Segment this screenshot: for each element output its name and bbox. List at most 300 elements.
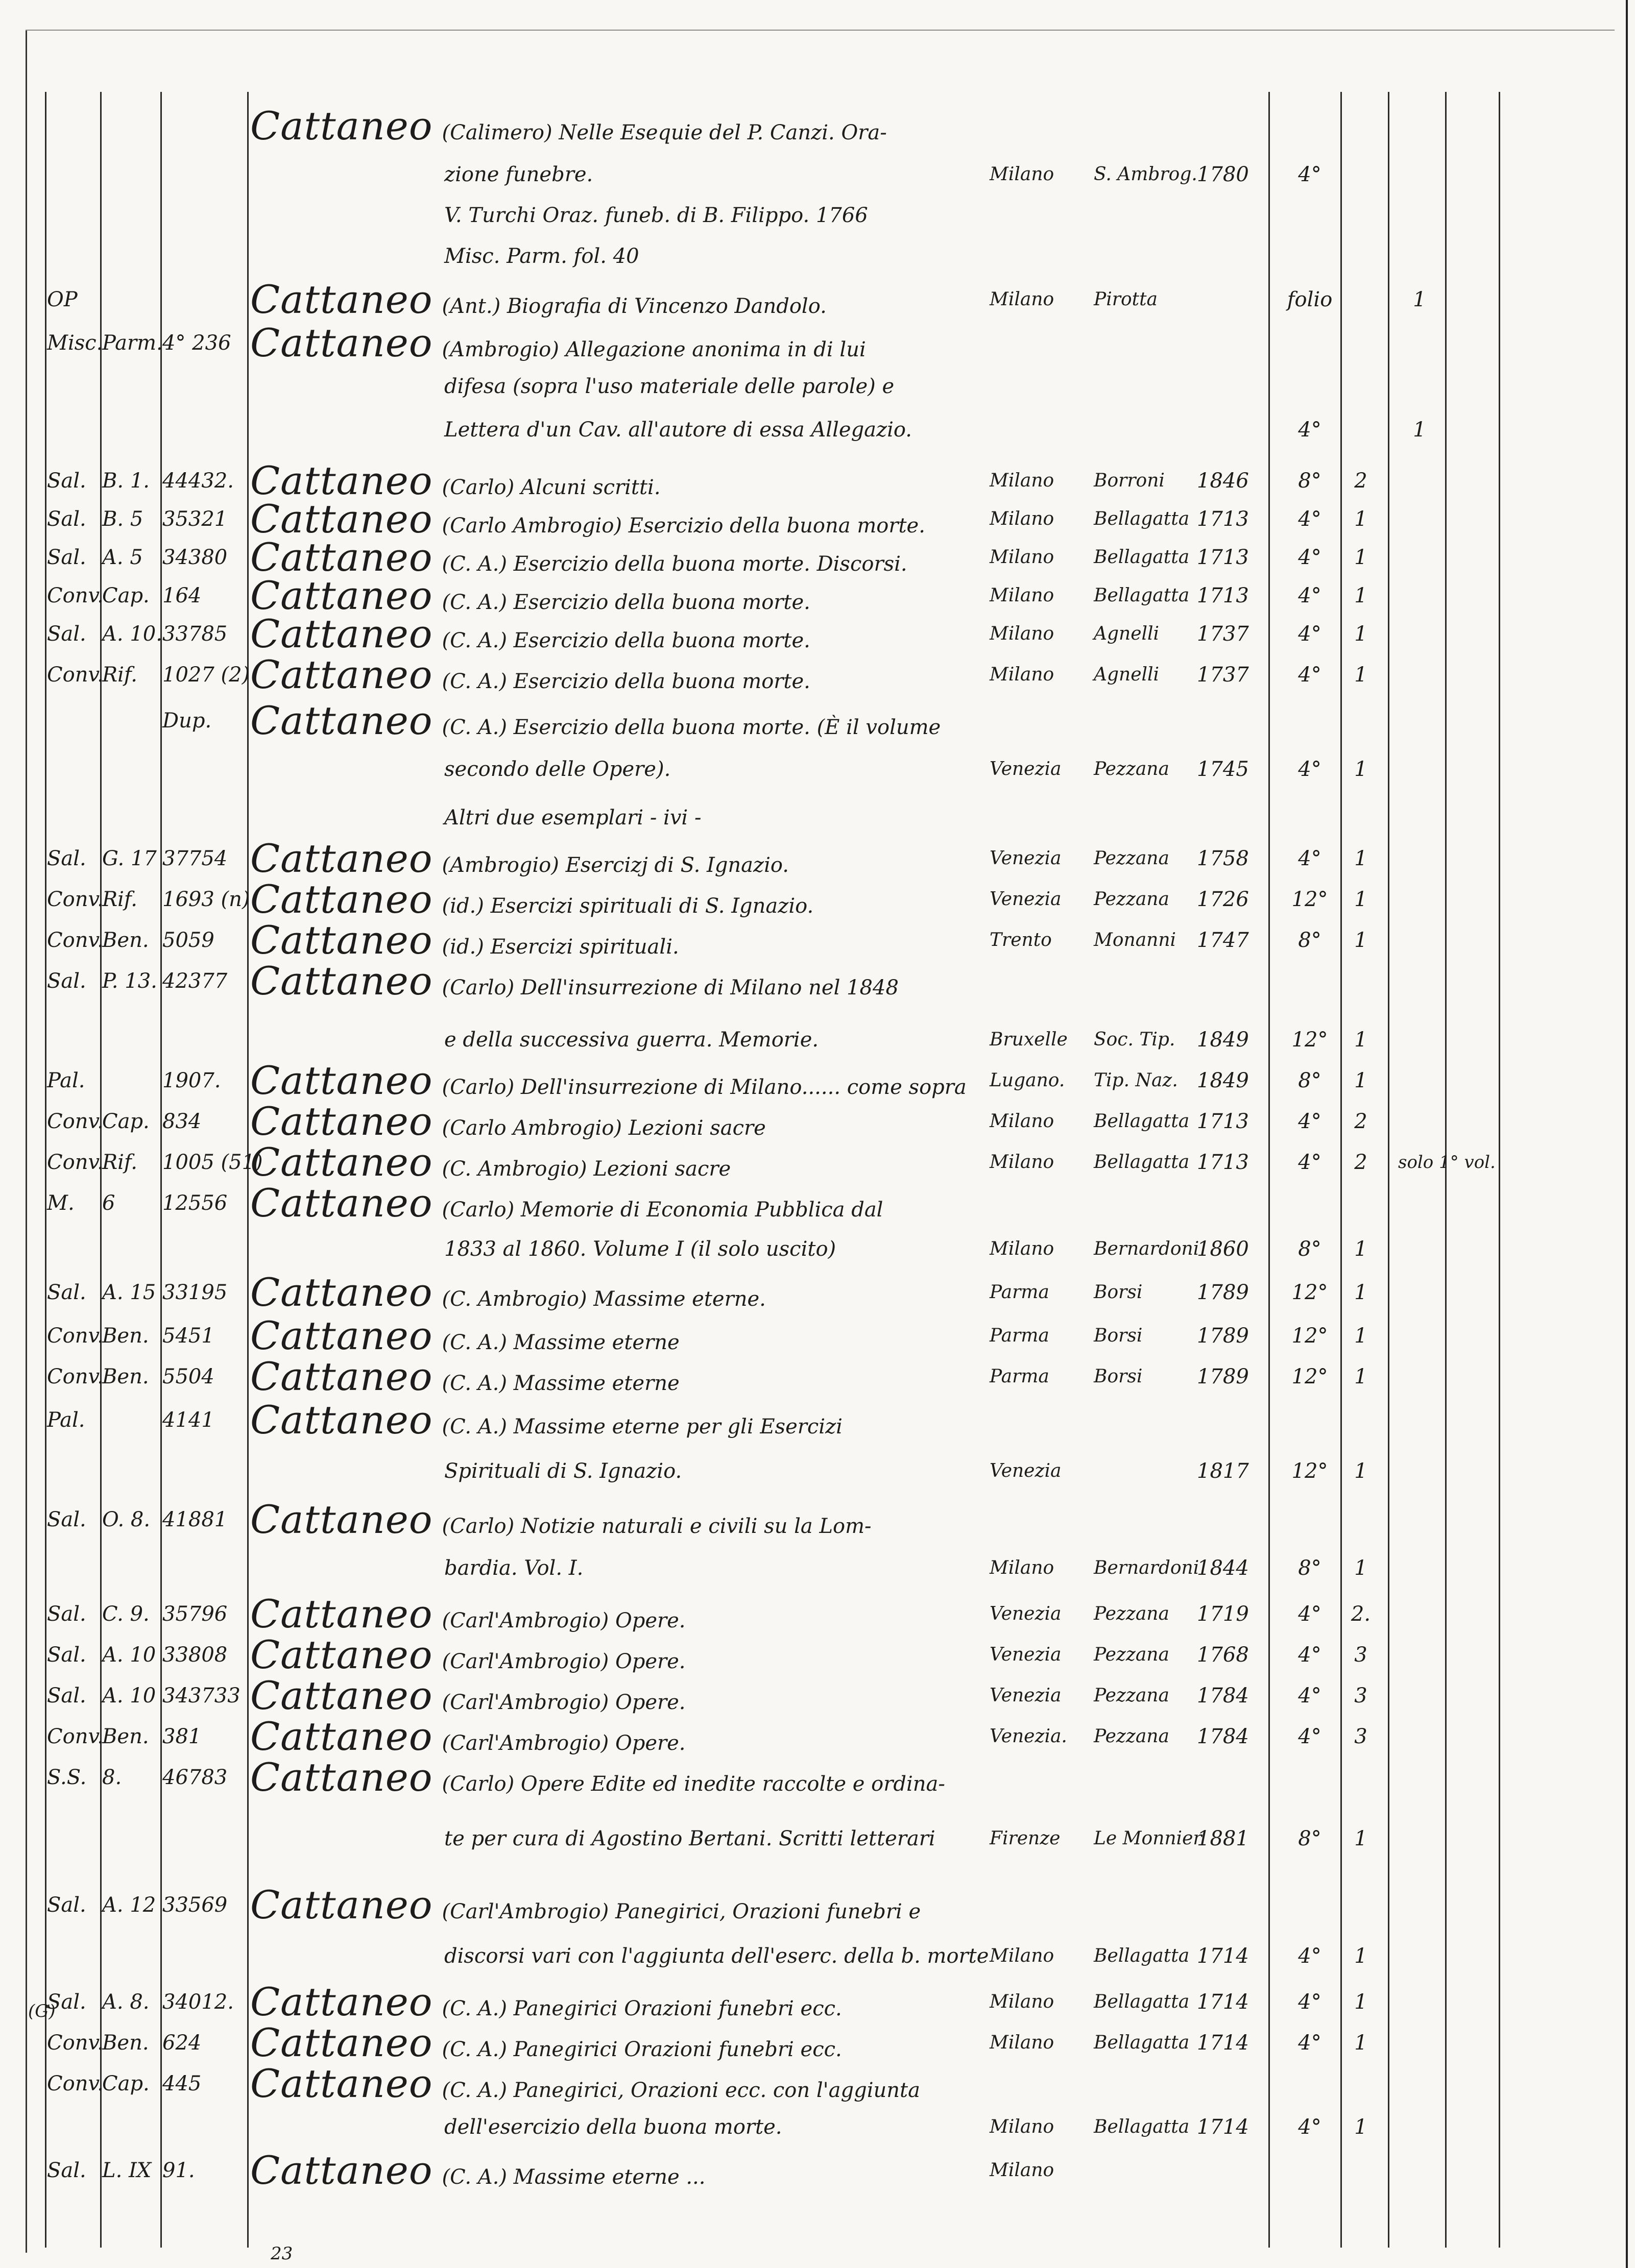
place-of-publication xyxy=(990,408,1092,451)
ledger-row xyxy=(0,235,1635,278)
publisher: Pezzana xyxy=(1094,848,1169,869)
author-name: Cattaneo xyxy=(250,611,433,656)
format: folio xyxy=(1287,288,1333,311)
shelf-mark: Ben. xyxy=(102,929,149,952)
entry-text xyxy=(444,1547,996,1590)
volume-count xyxy=(1343,408,1379,451)
inventory-number: 35321 xyxy=(162,507,228,531)
publisher xyxy=(1094,1884,1196,1926)
volume-count: 1 xyxy=(1354,1281,1367,1304)
volume-count: 1 xyxy=(1354,622,1367,646)
shelf-mark: Ben. xyxy=(102,2031,149,2055)
publisher: Bellagatta xyxy=(1094,1152,1190,1173)
format: 4° xyxy=(1298,1602,1321,1626)
volume-count: 1 xyxy=(1354,1365,1367,1388)
collection-code: Sal. xyxy=(47,969,86,993)
year xyxy=(1197,278,1268,321)
shelf-mark: Parm. xyxy=(102,331,163,355)
author-name: Cattaneo xyxy=(250,1497,433,1542)
author-name: Cattaneo xyxy=(250,1099,433,1144)
place-of-publication xyxy=(990,365,1092,408)
format: 8° xyxy=(1298,1237,1321,1261)
ledger-row xyxy=(0,1674,1635,1717)
year: 1714 xyxy=(1197,1990,1249,2014)
place-of-publication xyxy=(990,1182,1092,1225)
place-of-publication: Milano xyxy=(990,585,1054,606)
title-text: Spirituali di S. Ignazio. xyxy=(444,1459,682,1483)
inventory-number: 46783 xyxy=(162,1766,228,1789)
entry-text xyxy=(250,1884,991,1926)
publisher xyxy=(1094,194,1196,237)
publisher xyxy=(1094,365,1196,408)
entry-text xyxy=(250,1633,991,1676)
collection-code: Sal. xyxy=(47,1508,86,1531)
volume-count: 1 xyxy=(1354,2115,1367,2139)
place-of-publication: Milano xyxy=(990,1557,1054,1578)
inventory-number xyxy=(162,1935,249,1978)
place-of-publication: Milano xyxy=(990,289,1054,310)
title-text: (C. A.) Massime eterne xyxy=(442,1372,680,1395)
entry-text xyxy=(250,2062,991,2105)
author-name: Cattaneo xyxy=(250,573,433,618)
format xyxy=(1279,1182,1340,1225)
ledger-row xyxy=(0,2106,1635,2149)
collection-code xyxy=(47,194,98,237)
place-of-publication xyxy=(990,105,1092,148)
place-of-publication: Milano xyxy=(990,2032,1054,2053)
place-of-publication xyxy=(990,960,1092,1003)
place-of-publication: Milano xyxy=(990,1152,1054,1173)
entry-text xyxy=(250,699,991,742)
inventory-number xyxy=(162,1228,249,1271)
format: 4° xyxy=(1298,584,1321,607)
publisher: Pirotta xyxy=(1094,289,1158,310)
collection-code xyxy=(47,699,98,742)
place-of-publication: Milano xyxy=(990,1111,1054,1132)
volume-count: 1 xyxy=(1354,1556,1367,1580)
volume-count: 2 xyxy=(1354,469,1367,493)
inventory-number xyxy=(162,1547,249,1590)
shelf-mark: B. 5 xyxy=(102,507,143,531)
place-of-publication: Venezia xyxy=(990,759,1062,779)
year xyxy=(1197,1498,1268,1541)
place-of-publication: Parma xyxy=(990,1325,1049,1346)
entry-text xyxy=(250,1100,991,1143)
entry-text xyxy=(250,1674,991,1717)
format: 4° xyxy=(1298,847,1321,870)
title-text: (Calimero) Nelle Esequie del P. Canzi. Ora- xyxy=(442,121,887,144)
ledger-row xyxy=(0,919,1635,962)
ledger-row xyxy=(0,1715,1635,1758)
ledger-row xyxy=(0,2021,1635,2064)
publisher: Agnelli xyxy=(1094,623,1160,644)
year: 1768 xyxy=(1197,1643,1249,1667)
ledger-row xyxy=(0,459,1635,502)
publisher xyxy=(1094,1756,1196,1799)
volume-count: 2 xyxy=(1354,1110,1367,1133)
inventory-number xyxy=(162,1018,249,1061)
entry-text xyxy=(250,1182,991,1225)
shelf-mark: Cap. xyxy=(102,2072,150,2095)
entry-text xyxy=(250,1981,991,2023)
publisher xyxy=(1094,1498,1196,1541)
format: 12° xyxy=(1291,888,1328,911)
title-text: (C. Ambrogio) Massime eterne. xyxy=(442,1287,766,1311)
place-of-publication: Bruxelle xyxy=(990,1029,1068,1050)
ledger-row xyxy=(0,194,1635,237)
entry-text xyxy=(250,1355,991,1398)
entry-text xyxy=(444,365,996,408)
ledger-row xyxy=(0,1399,1635,1442)
format: 8° xyxy=(1298,1556,1321,1580)
title-text: V. Turchi Oraz. funeb. di B. Filippo. 1766 xyxy=(444,204,868,227)
publisher: Borsi xyxy=(1094,1366,1143,1387)
shelf-mark: Rif. xyxy=(102,663,138,687)
ledger-row xyxy=(0,1182,1635,1225)
shelf-mark xyxy=(102,1817,158,1860)
shelf-mark xyxy=(102,235,158,278)
format xyxy=(1279,2149,1340,2192)
format: 12° xyxy=(1291,1324,1328,1348)
shelf-mark: L. IX xyxy=(102,2159,152,2182)
ledger-row xyxy=(0,365,1635,408)
collection-code: Misc. xyxy=(47,331,103,355)
title-text: (C. A.) Esercizio della buona morte. (È il volume xyxy=(442,716,941,739)
format: 4° xyxy=(1298,2115,1321,2139)
title-text: Lettera d'un Cav. all'autore di essa Allegazio. xyxy=(444,418,912,442)
author-name: Cattaneo xyxy=(250,1058,433,1103)
collection-code xyxy=(47,2106,98,2149)
collection-code: Sal. xyxy=(47,507,86,531)
format xyxy=(1279,2062,1340,2105)
publisher: Pezzana xyxy=(1094,1603,1169,1624)
author-name: Cattaneo xyxy=(250,698,433,743)
format: 8° xyxy=(1298,1069,1321,1092)
entry-text xyxy=(444,408,996,451)
inventory-number: 12556 xyxy=(162,1191,228,1215)
format: 4° xyxy=(1298,663,1321,687)
title-text: (Ant.) Biografia di Vincenzo Dandolo. xyxy=(442,295,827,318)
collection-code xyxy=(47,796,98,839)
publisher: Bellagatta xyxy=(1094,547,1190,568)
place-of-publication: Venezia xyxy=(990,889,1062,910)
inventory-number: 37754 xyxy=(162,847,228,870)
author-name: Cattaneo xyxy=(250,103,433,149)
year: 1719 xyxy=(1197,1602,1249,1626)
title-text: (Carlo) Dell'insurrezione di Milano nel 1848 xyxy=(442,976,899,999)
ledger-row xyxy=(0,1817,1635,1860)
ledger-row xyxy=(0,153,1635,196)
place-of-publication: Firenze xyxy=(990,1828,1061,1849)
collection-code: Conv. xyxy=(47,888,104,911)
extra-count: 1 xyxy=(1413,418,1426,442)
format: 4° xyxy=(1298,1990,1321,2014)
title-text: (id.) Esercizi spirituali. xyxy=(442,935,679,959)
entry-text xyxy=(250,2149,991,2192)
inventory-number xyxy=(162,748,249,791)
volume-count: 2. xyxy=(1351,1602,1371,1626)
title-text: Misc. Parm. fol. 40 xyxy=(444,245,639,268)
shelf-mark xyxy=(102,365,158,408)
ledger-row xyxy=(0,408,1635,451)
shelf-mark xyxy=(102,1935,158,1978)
place-of-publication xyxy=(990,1884,1092,1926)
year xyxy=(1197,322,1268,364)
author-name: Cattaneo xyxy=(250,320,433,365)
collection-code xyxy=(47,235,98,278)
publisher: Pezzana xyxy=(1094,1644,1169,1665)
volume-count xyxy=(1343,796,1379,839)
entry-text xyxy=(250,1271,991,1314)
inventory-number xyxy=(162,278,249,321)
inventory-number: 1693 (n) xyxy=(162,888,250,911)
place-of-publication xyxy=(990,194,1092,237)
year: 1714 xyxy=(1197,2031,1249,2055)
collection-code: Conv. xyxy=(47,1151,104,1174)
place-of-publication xyxy=(990,1756,1092,1799)
publisher: Le Monnier xyxy=(1094,1828,1202,1849)
publisher: Borsi xyxy=(1094,1325,1143,1346)
volume-count: 1 xyxy=(1354,2031,1367,2055)
format: 4° xyxy=(1298,1151,1321,1174)
ledger-row xyxy=(0,1100,1635,1143)
publisher: Bernardoni xyxy=(1094,1557,1199,1578)
volume-count: 1 xyxy=(1354,1944,1367,1968)
collection-code: M. xyxy=(47,1191,75,1215)
inventory-number: 4° 236 xyxy=(162,331,231,355)
ledger-row xyxy=(0,1633,1635,1676)
place-of-publication: Milano xyxy=(990,664,1054,685)
title-text: (C. A.) Esercizio della buona morte. xyxy=(442,670,810,693)
volume-count: 1 xyxy=(1354,1069,1367,1092)
inventory-number: 624 xyxy=(162,2031,202,2055)
year: 1789 xyxy=(1197,1281,1249,1304)
collection-code xyxy=(47,748,98,791)
shelf-mark: Ben. xyxy=(102,1365,149,1388)
title-text: (C. A.) Panegirici, Orazioni ecc. con l'aggiunta xyxy=(442,2079,920,2102)
author-name: Cattaneo xyxy=(250,958,433,1004)
extra-count: 1 xyxy=(1413,288,1426,311)
year xyxy=(1197,105,1268,148)
format xyxy=(1279,194,1340,237)
year xyxy=(1197,235,1268,278)
title-text: secondo delle Opere). xyxy=(444,758,671,781)
shelf-mark: Ben. xyxy=(102,1725,149,1748)
entry-text xyxy=(250,919,991,962)
inventory-number: 5451 xyxy=(162,1324,214,1348)
shelf-mark: A. 5 xyxy=(102,546,143,569)
volume-count xyxy=(1343,1498,1379,1541)
ledger-row xyxy=(0,837,1635,880)
volume-count xyxy=(1343,235,1379,278)
inventory-number: 33785 xyxy=(162,622,228,646)
year xyxy=(1197,1884,1268,1926)
title-text: (Carl'Ambrogio) Opere. xyxy=(442,1650,686,1673)
year: 1713 xyxy=(1197,1110,1249,1133)
place-of-publication: Lugano. xyxy=(990,1070,1065,1091)
year: 1784 xyxy=(1197,1684,1249,1708)
title-text: Altri due esemplari - ivi - xyxy=(444,806,702,830)
inventory-number: 445 xyxy=(162,2072,202,2095)
title-text: (C. A.) Panegirici Orazioni funebri ecc. xyxy=(442,1997,842,2020)
format: 12° xyxy=(1291,1365,1328,1388)
author-name: Cattaneo xyxy=(250,1754,433,1800)
author-name: Cattaneo xyxy=(250,1673,433,1718)
page-top-edge xyxy=(26,30,1615,31)
inventory-number: 164 xyxy=(162,584,202,607)
publisher: S. Ambrog. xyxy=(1094,164,1197,185)
place-of-publication: Milano xyxy=(990,547,1054,568)
format xyxy=(1279,322,1340,364)
format xyxy=(1279,235,1340,278)
ledger-row xyxy=(0,960,1635,1003)
author-name: Cattaneo xyxy=(250,1139,433,1185)
title-text: (Carl'Ambrogio) Opere. xyxy=(442,1691,686,1714)
author-name: Cattaneo xyxy=(250,458,433,503)
format xyxy=(1279,796,1340,839)
volume-count: 1 xyxy=(1354,888,1367,911)
year: 1726 xyxy=(1197,888,1249,911)
ledger-row xyxy=(0,536,1635,579)
publisher: Borsi xyxy=(1094,1282,1143,1303)
entry-text xyxy=(250,1498,991,1541)
author-name: Cattaneo xyxy=(250,876,433,922)
volume-count xyxy=(1343,105,1379,148)
shelf-mark: Rif. xyxy=(102,888,138,911)
volume-count: 1 xyxy=(1354,1459,1367,1483)
year xyxy=(1197,1399,1268,1442)
volume-count: 1 xyxy=(1354,847,1367,870)
entry-text xyxy=(444,1450,996,1493)
year: 1849 xyxy=(1197,1028,1249,1052)
entry-text xyxy=(250,1059,991,1102)
entry-text xyxy=(444,194,996,237)
title-text: 1833 al 1860. Volume I (il solo uscito) xyxy=(444,1237,836,1261)
entry-text xyxy=(444,153,996,196)
author-name: Cattaneo xyxy=(250,1313,433,1358)
inventory-number: Dup. xyxy=(162,709,212,733)
ledger-row xyxy=(0,1271,1635,1314)
year xyxy=(1197,2149,1268,2192)
volume-count xyxy=(1343,1399,1379,1442)
format: 12° xyxy=(1291,1459,1328,1483)
shelf-mark xyxy=(102,1450,158,1493)
publisher: Bellagatta xyxy=(1094,585,1190,606)
inventory-number: 41881 xyxy=(162,1508,228,1531)
year: 1714 xyxy=(1197,1944,1249,1968)
place-of-publication: Venezia. xyxy=(990,1726,1067,1747)
format: 4° xyxy=(1298,622,1321,646)
inventory-number: 381 xyxy=(162,1725,202,1748)
place-of-publication: Milano xyxy=(990,164,1054,185)
volume-count: 1 xyxy=(1354,584,1367,607)
place-of-publication xyxy=(990,699,1092,742)
volume-count xyxy=(1343,153,1379,196)
publisher: Bellagatta xyxy=(1094,508,1190,529)
publisher xyxy=(1094,322,1196,364)
inventory-number: 1005 (51) xyxy=(162,1151,263,1174)
title-text: (Carlo Ambrogio) Lezioni sacre xyxy=(442,1116,766,1140)
ledger-row xyxy=(0,574,1635,617)
ledger-row xyxy=(0,748,1635,791)
collection-code: Sal. xyxy=(47,1602,86,1626)
year: 1747 xyxy=(1197,929,1249,952)
inventory-number xyxy=(162,2106,249,2149)
inventory-number: 35796 xyxy=(162,1602,228,1626)
title-text: (Carlo) Opere Edite ed inedite raccolte e ordina- xyxy=(442,1772,945,1796)
volume-count xyxy=(1343,278,1379,321)
ledger-row xyxy=(0,2062,1635,2105)
entry-text xyxy=(250,1593,991,1636)
volume-count: 1 xyxy=(1354,1827,1367,1850)
year: 1860 xyxy=(1197,1237,1249,1261)
shelf-mark xyxy=(102,194,158,237)
year: 1844 xyxy=(1197,1556,1249,1580)
format xyxy=(1279,365,1340,408)
shelf-mark: Cap. xyxy=(102,1110,150,1133)
place-of-publication: Venezia xyxy=(990,1460,1062,1481)
volume-count: 3 xyxy=(1354,1643,1367,1667)
collection-code: Sal. xyxy=(47,1643,86,1667)
publisher: Pezzana xyxy=(1094,759,1169,779)
publisher xyxy=(1094,2062,1196,2105)
year xyxy=(1197,960,1268,1003)
format: 4° xyxy=(1298,546,1321,569)
year: 1737 xyxy=(1197,622,1249,646)
collection-code: Conv. xyxy=(47,1110,104,1133)
volume-count xyxy=(1343,194,1379,237)
inventory-number xyxy=(162,1450,249,1493)
format: 12° xyxy=(1291,1281,1328,1304)
year: 1713 xyxy=(1197,1151,1249,1174)
entry-text xyxy=(444,235,996,278)
place-of-publication: Milano xyxy=(990,508,1054,529)
inventory-number: 4141 xyxy=(162,1408,214,1432)
shelf-mark: C. 9. xyxy=(102,1602,150,1626)
publisher: Bellagatta xyxy=(1094,2032,1190,2053)
shelf-mark: Ben. xyxy=(102,1324,149,1348)
entry-text xyxy=(250,1715,991,1758)
note: solo 1° vol. xyxy=(1398,1152,1496,1173)
publisher xyxy=(1094,1450,1196,1493)
inventory-number: 33808 xyxy=(162,1643,228,1667)
author-name: Cattaneo xyxy=(250,1979,433,2025)
collection-code: Sal. xyxy=(47,2159,86,2182)
shelf-mark xyxy=(102,408,158,451)
collection-code: Conv. xyxy=(47,2031,104,2055)
volume-count xyxy=(1343,1182,1379,1225)
year: 1758 xyxy=(1197,847,1249,870)
ledger-row xyxy=(0,278,1635,321)
shelf-mark: A. 10. xyxy=(102,622,162,646)
inventory-number xyxy=(162,408,249,451)
year: 1780 xyxy=(1197,163,1249,186)
ledger-row xyxy=(0,1355,1635,1398)
collection-code: Conv. xyxy=(47,2072,104,2095)
entry-text xyxy=(444,1935,996,1978)
place-of-publication: Milano xyxy=(990,2160,1054,2181)
shelf-mark xyxy=(102,1018,158,1061)
title-text: (C. A.) Esercizio della buona morte. xyxy=(442,591,810,614)
volume-count xyxy=(1343,1756,1379,1799)
volume-count xyxy=(1343,2062,1379,2105)
place-of-publication xyxy=(990,2062,1092,2105)
author-name: Cattaneo xyxy=(250,1591,433,1637)
margin-mark-left: (G) xyxy=(28,2001,56,2021)
year xyxy=(1197,2062,1268,2105)
format: 4° xyxy=(1298,163,1321,186)
collection-code: Conv. xyxy=(47,663,104,687)
